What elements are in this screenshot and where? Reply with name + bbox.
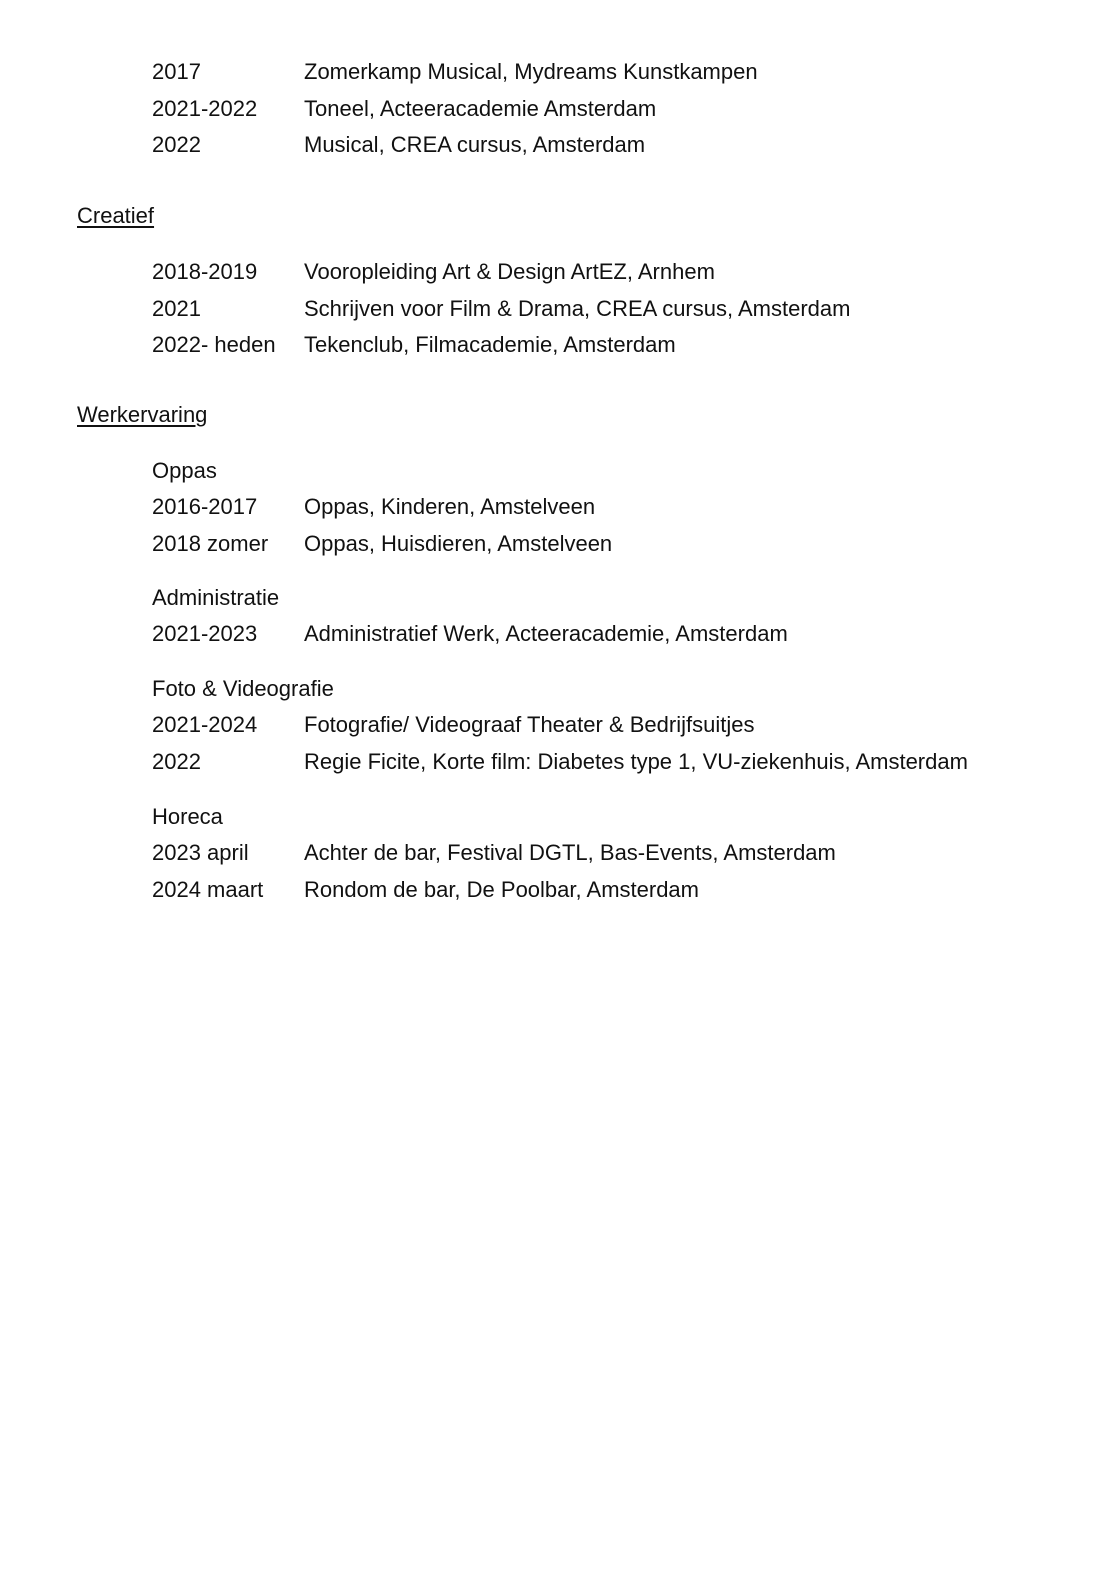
work-group-horeca	[0, 799, 1118, 908]
entry-description: Oppas, Kinderen, Amstelveen	[304, 494, 596, 519]
work-group-oppas	[0, 453, 1118, 562]
creatief-list	[0, 254, 1118, 364]
entry-date: 2021	[152, 295, 201, 321]
list-item	[0, 835, 1118, 872]
group-heading	[0, 580, 1118, 616]
group-heading-label: Oppas	[152, 458, 217, 483]
entry-date: 2021-2024	[152, 712, 258, 737]
top-entries-list	[0, 54, 1118, 164]
entry-date: 2023 april	[152, 840, 249, 865]
list-item	[0, 489, 1118, 526]
list-item	[0, 707, 1118, 744]
list-item	[0, 54, 1118, 91]
group-heading	[0, 671, 1118, 707]
entry-date: 2018-2019	[152, 259, 258, 284]
entry-description: Regie Ficite, Korte film: Diabetes type 1, VU-ziekenhuis, Amsterdam	[304, 748, 968, 774]
section-title-werkervaring: Werkervaring	[77, 402, 208, 427]
entry-description: Musical, CREA cursus, Amsterdam	[304, 132, 646, 157]
entry-date: 2021-2022	[152, 95, 258, 121]
entry-date: 2018 zomer	[152, 530, 269, 556]
entry-date: 2022- heden	[152, 332, 276, 357]
group-heading-label: Horeca	[152, 804, 223, 829]
entry-date: 2024 maart	[152, 876, 264, 902]
list-item	[0, 744, 1118, 781]
group-heading-label: Administratie	[152, 585, 280, 610]
entry-description: Oppas, Huisdieren, Amstelveen	[304, 530, 613, 556]
list-item	[0, 526, 1118, 563]
group-heading	[0, 799, 1118, 835]
group-heading	[0, 453, 1118, 489]
list-item	[0, 327, 1118, 364]
entry-description: Achter de bar, Festival DGTL, Bas-Events, Amsterdam	[304, 840, 836, 865]
entry-description: Fotografie/ Videograaf Theater & Bedrijfsuitjes	[304, 712, 755, 737]
entry-date: 2016-2017	[152, 494, 258, 519]
entry-description: Administratief Werk, Acteeracademie, Amsterdam	[304, 621, 788, 646]
section-title-creatief: Creatief	[77, 203, 155, 228]
entry-date: 2022	[152, 132, 201, 157]
entry-description: Rondom de bar, De Poolbar, Amsterdam	[304, 876, 699, 902]
entry-description: Vooropleiding Art & Design ArtEZ, Arnhem	[304, 259, 715, 284]
list-item	[0, 616, 1118, 653]
entry-date: 2022	[152, 748, 201, 774]
list-item	[0, 872, 1118, 909]
entry-date: 2021-2023	[152, 621, 258, 646]
entry-description: Zomerkamp Musical, Mydreams Kunstkampen	[304, 59, 758, 84]
list-item	[0, 254, 1118, 291]
list-item	[0, 127, 1118, 164]
list-item	[0, 291, 1118, 328]
work-group-administratie	[0, 580, 1118, 653]
entry-description: Schrijven voor Film & Drama, CREA cursus, Amsterdam	[304, 295, 851, 321]
entry-description: Toneel, Acteeracademie Amsterdam	[304, 95, 657, 121]
entry-description: Tekenclub, Filmacademie, Amsterdam	[304, 332, 676, 357]
list-item	[0, 91, 1118, 128]
entry-date: 2017	[152, 59, 201, 84]
group-heading-label: Foto & Videografie	[152, 676, 334, 701]
work-group-foto-videografie	[0, 671, 1118, 780]
